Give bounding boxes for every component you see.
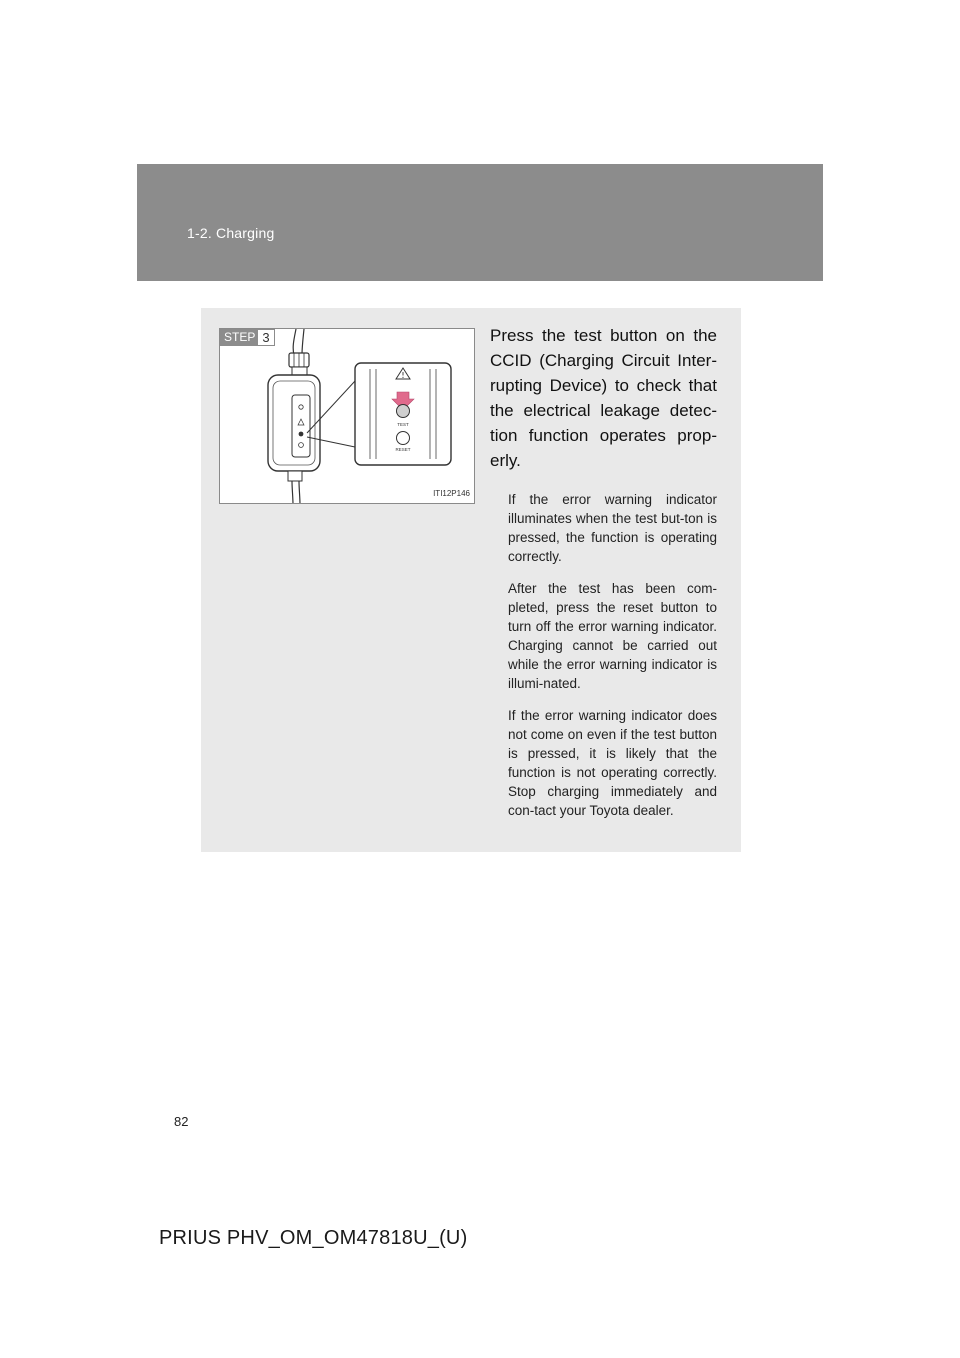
warning-triangle-dot bbox=[402, 377, 403, 378]
test-button-icon bbox=[299, 432, 304, 437]
page-number: 82 bbox=[174, 1114, 189, 1129]
ccid-drawing bbox=[220, 329, 475, 504]
note-item: If the error warning indicator illuminates when the test but-ton is pressed, the function is operating correctly. bbox=[508, 492, 717, 564]
instruction-text-column bbox=[490, 323, 717, 820]
header-band bbox=[137, 164, 823, 281]
step-number: 3 bbox=[258, 329, 274, 346]
reset-button bbox=[397, 432, 410, 445]
test-label: TEST bbox=[397, 422, 409, 427]
cable-boot bbox=[288, 471, 302, 481]
step-word: STEP bbox=[220, 329, 258, 346]
instruction-panel bbox=[201, 308, 741, 852]
step-badge bbox=[220, 329, 275, 346]
cable-bottom-left bbox=[292, 481, 293, 504]
note-item: If the error warning indicator does not come on even if the test button is pressed, it is likely that the function is not operating correctly. Stop charging immediately and con-tact your Toyota dealer. bbox=[508, 708, 717, 818]
cable-bottom-right bbox=[299, 481, 300, 504]
section-title: 1-2. Charging bbox=[187, 225, 275, 241]
document-code: PRIUS PHV_OM_OM47818U_(U) bbox=[159, 1227, 468, 1249]
test-button bbox=[397, 405, 410, 418]
note-item: After the test has been com-pleted, press the reset button to turn off the error warning indicator. Charging cannot be carried out while the error warning indicator is illumi-nated. bbox=[508, 581, 717, 691]
cable-top-left bbox=[293, 329, 296, 355]
reset-label: RESET bbox=[395, 447, 411, 452]
main-instruction: Press the test button on the CCID (Charging Circuit Inter-rupting Device) to check that the electrical leakage detec-tion function operates prop-erly. bbox=[490, 326, 717, 470]
figure-code: ITI12P146 bbox=[433, 489, 470, 498]
ccid-illustration bbox=[219, 328, 475, 504]
cable-top-right bbox=[302, 329, 304, 355]
